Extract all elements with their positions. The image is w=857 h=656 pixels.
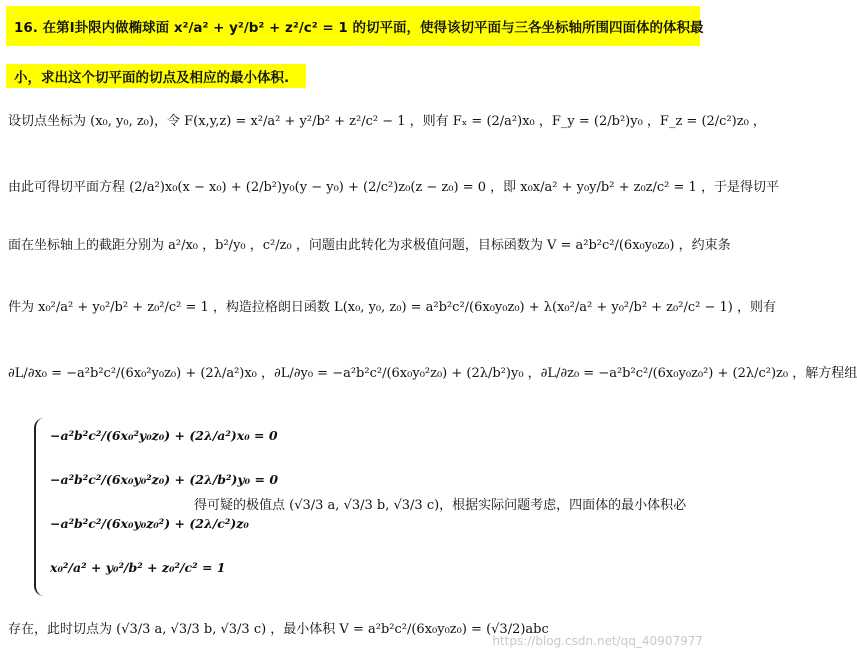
conclusion-line: 存在，此时切点为 (√3/3 a, √3/3 b, √3/3 c) ，最小体积 V = a²b²c²/(6x₀y₀z₀) = (√3/2)abc <box>8 622 549 637</box>
extremum-statement: 得可疑的极值点 (√3/3 a, √3/3 b, √3/3 c)，根据实际问题考虑，四面体的最小体积必 <box>194 498 687 513</box>
system-equation-1: −a²b²c²/(6x₀²y₀z₀) + (2λ/a²)x₀ = 0 <box>50 428 278 443</box>
equation-system <box>34 418 279 596</box>
problem-statement-line-1 <box>6 6 704 46</box>
partial-derivatives-line: ∂L/∂x₀ = −a²b²c²/(6x₀²y₀z₀) + (2λ/a²)x₀ ，∂L/∂y₀ = −a²b²c²/(6x₀y₀²z₀) + (2λ/b²)y₀ ，∂L/∂z₀ = −a²b²c²/(6x₀y₀z₀²) + (2λ/c²)z₀ ，解方程组 <box>8 366 857 381</box>
solution-line-2: 由此可得切平面方程 (2/a²)x₀(x − x₀) + (2/b²)y₀(y − y₀) + (2/c²)z₀(z − z₀) = 0 ，即 x₀x/a² + y₀y/b² + z₀z/c² = 1 ，于是得切平 <box>8 180 779 195</box>
solution-line-4: 件为 x₀²/a² + y₀²/b² + z₀²/c² = 1 ，构造拉格朗日函数 L(x₀, y₀, z₀) = a²b²c²/(6x₀y₀z₀) + λ(x₀²/a² + y₀²/b² + z₀²/c² − 1) ，则有 <box>8 300 776 315</box>
problem-text-1: 16. 在第I卦限内做椭球面 x²/a² + y²/b² + z²/c² = 1 的切平面，使得该切平面与三各坐标轴所围四面体的体积最 <box>14 20 704 36</box>
problem-statement-line-2 <box>6 64 306 88</box>
left-brace <box>34 418 44 596</box>
system-equation-4: x₀²/a² + y₀²/b² + z₀²/c² = 1 <box>50 560 226 575</box>
problem-text-2: 小，求出这个切平面的切点及相应的最小体积. <box>14 70 290 86</box>
solution-line-3: 面在坐标轴上的截距分别为 a²/x₀ ，b²/y₀ ，c²/z₀ ，问题由此转化为求极值问题，目标函数为 V = a²b²c²/(6x₀y₀z₀) ，约束条 <box>8 238 731 253</box>
system-equation-3: −a²b²c²/(6x₀y₀z₀²) + (2λ/c²)z₀ <box>50 516 249 531</box>
watermark-url: https://blog.csdn.net/qq_40907977 <box>492 634 703 648</box>
system-equation-2: −a²b²c²/(6x₀y₀²z₀) + (2λ/b²)y₀ = 0 <box>50 472 279 487</box>
solution-line-1: 设切点坐标为 (x₀, y₀, z₀)，令 F(x,y,z) = x²/a² + y²/b² + z²/c² − 1 ，则有 Fₓ = (2/a²)x₀ ，F_y = (2/b²)y₀ ，F_z = (2/c²)z₀ ， <box>8 114 766 129</box>
